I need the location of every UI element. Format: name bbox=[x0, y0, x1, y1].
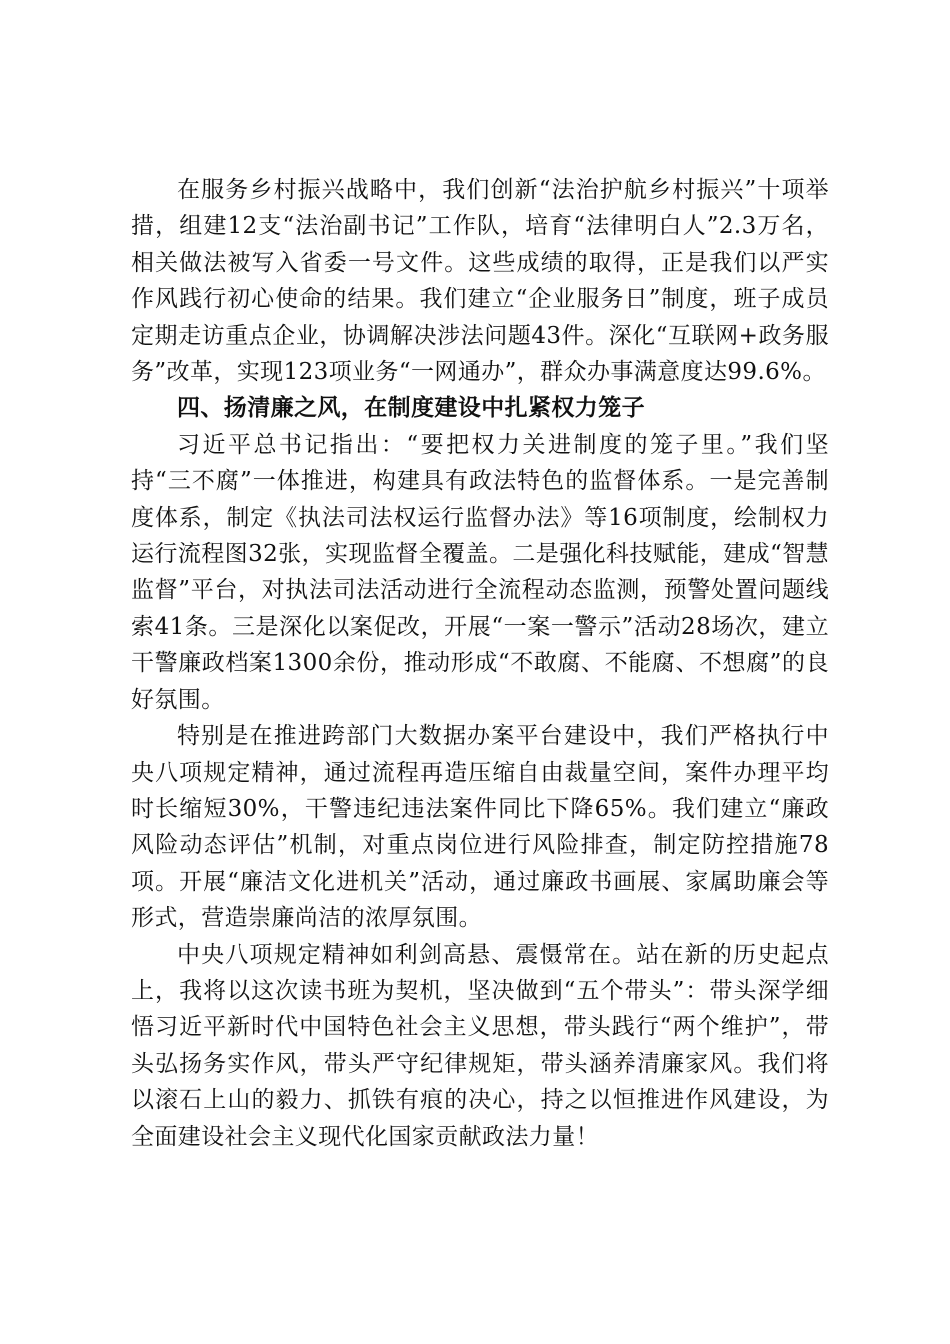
document-page bbox=[131, 172, 829, 1155]
paragraph-big-data-platform: 特别是在推进跨部门大数据办案平台建设中，我们严格执行中央八项规定精神，通过流程再造压缩自由裁量空间，案件办理平均时长缩短30%，干警违纪违法案件同比下降65%。我们建立“廉政风险动态评估”机制，对重点岗位进行风险排查，制定防控措施78项。开展“廉洁文化进机关”活动，通过廉政书画展、家属助廉会等形式，营造崇廉尚洁的浓厚氛围。 bbox=[131, 723, 829, 932]
section-heading: 四、扬清廉之风，在制度建设中扎紧权力笼子 bbox=[177, 395, 645, 422]
paragraph-five-leads: 中央八项规定精神如利剑高悬、震慑常在。站在新的历史起点上，我将以这次读书班为契机，坚决做到“五个带头”：带头深学细悟习近平新时代中国特色社会主义思想，带头践行“两个维护”，带头弘扬务实作风，带头严守纪律规矩，带头涵养清廉家风。我们将以滚石上山的毅力、抓铁有痕的决心，持之以恒推进作风建设，为全面建设社会主义现代化国家贡献政法力量！ bbox=[131, 941, 829, 1150]
paragraph-supervision-system: 习近平总书记指出：“要把权力关进制度的笼子里。”我们坚持“三不腐”一体推进，构建具有政法特色的监督体系。一是完善制度体系，制定《执法司法权运行监督办法》等16项制度，绘制权力运行流程图32张，实现监督全覆盖。二是强化科技赋能，建成“智慧监督”平台，对执法司法活动进行全流程动态监测，预警处置问题线索41条。三是深化以案促改，开展“一案一警示”活动28场次，建立干警廉政档案1300余份，推动形成“不敢腐、不能腐、不想腐”的良好氛围。 bbox=[131, 431, 829, 713]
paragraph-rural-revitalization: 在服务乡村振兴战略中，我们创新“法治护航乡村振兴”十项举措，组建12支“法治副书记”工作队，培育“法律明白人”2.3万名，相关做法被写入省委一号文件。这些成绩的取得，正是我们以严实作风践行初心使命的结果。我们建立“企业服务日”制度，班子成员定期走访重点企业，协调解决涉法问题43件。深化“互联网+政务服务”改革，实现123项业务“一网通办”，群众办事满意度达99.6%。 bbox=[131, 177, 829, 386]
